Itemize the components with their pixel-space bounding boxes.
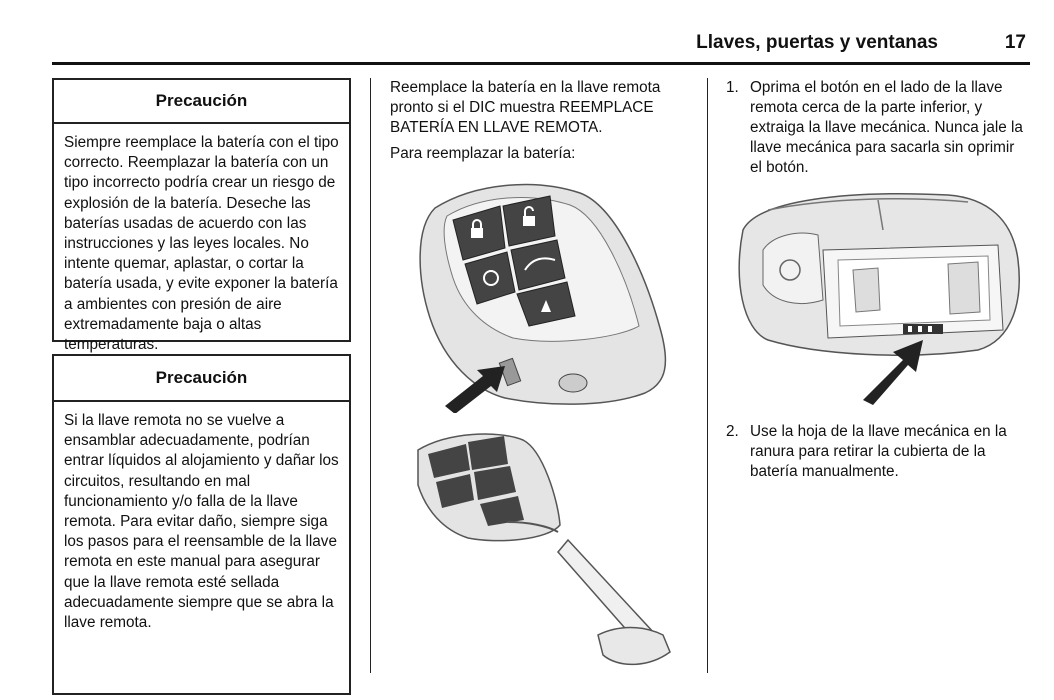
battery-slot-illustration	[728, 190, 1028, 405]
step-2	[726, 422, 1026, 486]
mechanical-key-illustration	[408, 430, 683, 670]
caution-box-battery-type	[52, 78, 351, 354]
key-fob-illustration	[405, 178, 705, 413]
step-text: Use la hoja de la llave mecánica en la ranura para retirar la cubierta de la batería manualmente.	[750, 423, 1007, 480]
battery-intro-text: Reemplace la batería en la llave remota pronto si el DIC muestra REEMPLACE BATERÍA EN LLAVE REMOTA.	[390, 79, 661, 136]
page-header	[52, 28, 1030, 62]
page-number: 17	[1004, 32, 1026, 53]
header-rule	[52, 62, 1030, 65]
column-divider	[707, 78, 708, 673]
column-divider	[370, 78, 371, 673]
step-number: 2.	[726, 423, 739, 440]
step-1	[726, 78, 1026, 176]
caution-body: Siempre reemplace la batería con el tipo correcto. Reemplazar la batería con un tipo incorrecto podría crear un riesgo de explosión de la batería. Deseche las baterías usadas de acuerdo con las instrucciones y las leyes locales. No intente quemar, aplastar, o cortar la batería usada, y evite exponer la batería a ambientes con presión de aire extremadamente baja o altas temperaturas.	[64, 134, 339, 354]
caution-body: Si la llave remota no se vuelve a ensamblar adecuadamente, podrían entrar líquidos al alojamiento y dañar los circuitos, resultando en mal funcionamiento y/o falla de la llave remota. Para evitar daño, siempre siga los pasos para el reensamble de la llave remota en este manual para asegurar que la llave remota esté sellada adecuadamente siempre que se abra la llave remota.	[64, 412, 339, 632]
section-title: Llaves, puertas y ventanas	[696, 32, 938, 53]
caution-box-reassembly	[52, 354, 351, 695]
middle-column	[390, 78, 695, 170]
step-text: Oprima el botón en el lado de la llave remota cerca de la parte inferior, y extraiga la llave mecánica. Nunca jale la llave mecánica para sacarla sin oprimir el botón.	[750, 79, 1023, 176]
caution-title: Precaución	[54, 80, 349, 124]
battery-lead-text: Para reemplazar la batería:	[390, 145, 576, 162]
step-number: 1.	[726, 79, 739, 96]
caution-title: Precaución	[54, 356, 349, 402]
